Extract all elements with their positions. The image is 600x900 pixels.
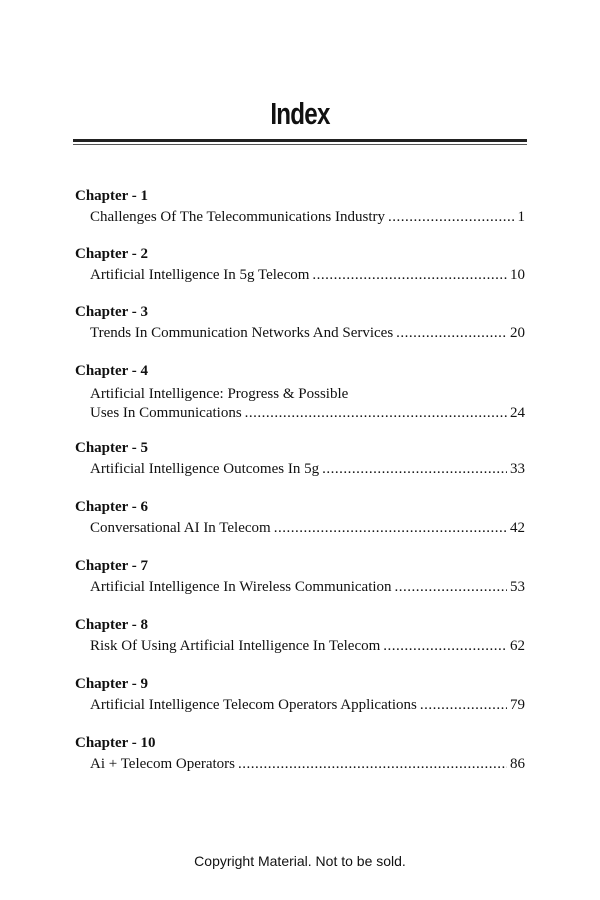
chapter-label: Chapter - 5	[75, 440, 149, 456]
chapter-title: Artificial Intelligence Telecom Operators Applications	[90, 697, 417, 713]
dot-leader	[388, 208, 515, 227]
chapter-label: Chapter - 1	[75, 188, 149, 204]
toc-line	[75, 266, 525, 285]
dot-leader	[420, 696, 507, 715]
chapter-title-line-1: Artificial Intelligence: Progress & Possible	[90, 386, 349, 402]
chapter-title: Artificial Intelligence Outcomes In 5g	[90, 461, 320, 477]
page-number: 42	[510, 520, 525, 536]
page-title: Index	[270, 96, 330, 131]
dot-leader	[383, 637, 507, 656]
page-number: 1	[517, 209, 525, 225]
dot-leader	[274, 519, 507, 538]
toc-entry-chapter-6[interactable]	[75, 497, 525, 556]
page-number: 20	[510, 325, 525, 341]
chapter-title: Risk Of Using Artificial Intelligence In Telecom	[90, 638, 381, 654]
chapter-label: Chapter - 2	[75, 246, 149, 262]
chapter-title: Ai + Telecom Operators	[90, 756, 236, 772]
title-rule-thick	[73, 139, 527, 142]
toc-entry-chapter-9[interactable]	[75, 674, 525, 733]
page-number: 86	[510, 756, 525, 772]
page-number: 79	[510, 697, 525, 713]
chapter-title: Trends In Communication Networks And Services	[90, 325, 394, 341]
toc-line	[75, 404, 525, 423]
dot-leader	[312, 266, 507, 285]
toc-line	[75, 519, 525, 538]
toc-line	[75, 324, 525, 343]
chapter-label: Chapter - 3	[75, 304, 149, 320]
toc-entry-chapter-1[interactable]	[75, 186, 525, 244]
toc-entry-chapter-10[interactable]	[75, 733, 525, 792]
table-of-contents	[75, 186, 525, 792]
page-number: 33	[510, 461, 525, 477]
toc-entry-chapter-8[interactable]	[75, 615, 525, 674]
chapter-label: Chapter - 9	[75, 676, 149, 692]
dot-leader	[322, 460, 507, 479]
toc-entry-chapter-5[interactable]	[75, 438, 525, 497]
dot-leader	[396, 324, 507, 343]
chapter-label: Chapter - 6	[75, 499, 149, 515]
copyright-footer: Copyright Material. Not to be sold.	[194, 853, 406, 869]
dot-leader	[238, 755, 507, 774]
toc-line	[75, 755, 525, 774]
chapter-title: Uses In Communications	[90, 405, 242, 421]
toc-entry-chapter-7[interactable]	[75, 556, 525, 615]
toc-line	[75, 637, 525, 656]
toc-line	[75, 208, 525, 227]
title-rule-thin	[73, 144, 527, 145]
page-number: 62	[510, 638, 525, 654]
chapter-title: Artificial Intelligence In 5g Telecom	[90, 267, 310, 283]
page-number: 10	[510, 267, 525, 283]
toc-entry-chapter-3[interactable]	[75, 302, 525, 361]
dot-leader	[395, 578, 507, 597]
chapter-label: Chapter - 8	[75, 617, 149, 633]
toc-line	[75, 460, 525, 479]
toc-entry-chapter-4[interactable]	[75, 361, 525, 438]
page-number: 53	[510, 579, 525, 595]
page-number: 24	[510, 405, 525, 421]
toc-entry-chapter-2[interactable]	[75, 244, 525, 302]
chapter-label: Chapter - 7	[75, 558, 149, 574]
chapter-label: Chapter - 4	[75, 363, 149, 379]
chapter-title: Challenges Of The Telecommunications Industry	[90, 209, 385, 225]
chapter-title: Conversational AI In Telecom	[90, 520, 271, 536]
chapter-title: Artificial Intelligence In Wireless Communication	[90, 579, 392, 595]
chapter-label: Chapter - 10	[75, 735, 156, 751]
toc-line	[75, 578, 525, 597]
toc-line	[75, 696, 525, 715]
dot-leader	[245, 404, 507, 423]
